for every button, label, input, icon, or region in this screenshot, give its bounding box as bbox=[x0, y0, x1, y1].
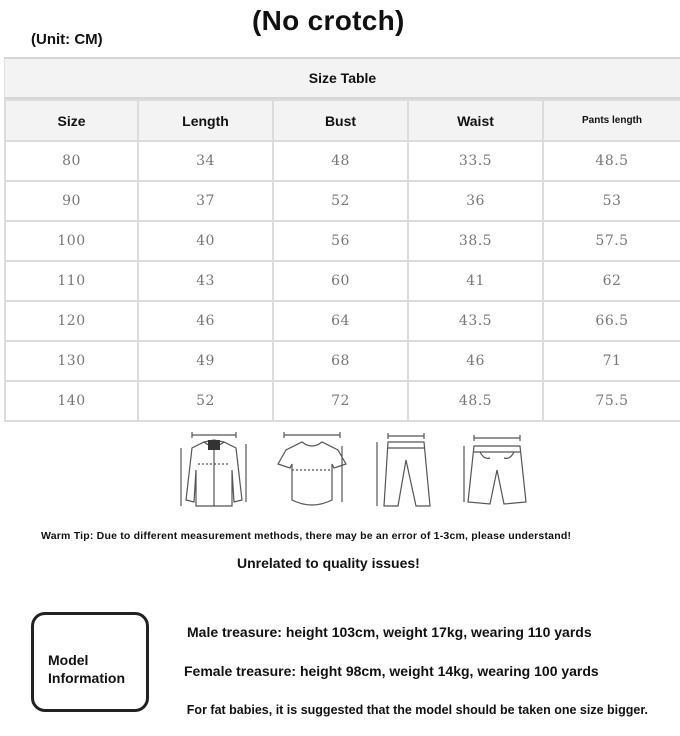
table-cell: 68 bbox=[273, 341, 408, 381]
table-cell: 140 bbox=[5, 381, 138, 421]
table-cell: 56 bbox=[273, 221, 408, 261]
table-cell: 43.5 bbox=[408, 301, 543, 341]
column-header: Size bbox=[5, 100, 138, 141]
page-title: (No crotch) bbox=[252, 5, 405, 36]
size-table-grid bbox=[4, 99, 680, 422]
table-cell: 66.5 bbox=[543, 301, 680, 341]
table-cell: 34 bbox=[138, 141, 273, 181]
table-cell: 110 bbox=[5, 261, 138, 301]
table-cell: 36 bbox=[408, 181, 543, 221]
warm-tip: Warm Tip: Due to different measurement methods, there may be an error of 1-3cm, please understand! bbox=[41, 530, 572, 542]
table-cell: 57.5 bbox=[543, 221, 680, 261]
table-row bbox=[5, 181, 680, 221]
table-cell: 48.5 bbox=[543, 141, 680, 181]
table-cell: 120 bbox=[5, 301, 138, 341]
table-row bbox=[5, 301, 680, 341]
table-cell: 43 bbox=[138, 261, 273, 301]
table-cell: 40 bbox=[138, 221, 273, 261]
table-row bbox=[5, 341, 680, 381]
unit-label: (Unit: CM) bbox=[31, 31, 103, 48]
table-cell: 48.5 bbox=[408, 381, 543, 421]
long-pants-measure-icon bbox=[372, 430, 442, 512]
jacket-measure-icon bbox=[178, 430, 250, 512]
male-model-info: Male treasure: height 103cm, weight 17kg, wearing 110 yards bbox=[187, 624, 592, 640]
measurement-diagrams bbox=[0, 428, 680, 518]
size-table-caption: Size Table bbox=[4, 59, 680, 99]
column-header: Pants length bbox=[543, 100, 680, 141]
table-cell: 46 bbox=[138, 301, 273, 341]
size-table bbox=[4, 57, 680, 422]
table-cell: 130 bbox=[5, 341, 138, 381]
table-row bbox=[5, 381, 680, 421]
model-label-line2: Information bbox=[48, 670, 125, 686]
table-header-row bbox=[5, 100, 680, 141]
table-cell: 38.5 bbox=[408, 221, 543, 261]
table-cell: 33.5 bbox=[408, 141, 543, 181]
table-cell: 46 bbox=[408, 341, 543, 381]
column-header: Bust bbox=[273, 100, 408, 141]
table-cell: 62 bbox=[543, 261, 680, 301]
column-header: Waist bbox=[408, 100, 543, 141]
model-info-label bbox=[48, 651, 125, 687]
shorts-measure-icon bbox=[458, 430, 532, 512]
table-cell: 80 bbox=[5, 141, 138, 181]
quality-note: Unrelated to quality issues! bbox=[237, 555, 420, 571]
table-cell: 100 bbox=[5, 221, 138, 261]
model-info-box bbox=[31, 612, 149, 712]
size-advice: For fat babies, it is suggested that the model should be taken one size bigger. bbox=[186, 703, 648, 717]
table-cell: 90 bbox=[5, 181, 138, 221]
female-model-info: Female treasure: height 98cm, weight 14kg, wearing 100 yards bbox=[184, 663, 599, 679]
tshirt-measure-icon bbox=[272, 430, 352, 512]
table-cell: 37 bbox=[138, 181, 273, 221]
table-cell: 41 bbox=[408, 261, 543, 301]
table-cell: 52 bbox=[138, 381, 273, 421]
table-cell: 52 bbox=[273, 181, 408, 221]
model-label-line1: Model bbox=[48, 652, 89, 668]
column-header: Length bbox=[138, 100, 273, 141]
table-cell: 75.5 bbox=[543, 381, 680, 421]
table-cell: 53 bbox=[543, 181, 680, 221]
table-cell: 64 bbox=[273, 301, 408, 341]
table-row bbox=[5, 221, 680, 261]
table-cell: 60 bbox=[273, 261, 408, 301]
table-cell: 48 bbox=[273, 141, 408, 181]
table-cell: 71 bbox=[543, 341, 680, 381]
table-row bbox=[5, 261, 680, 301]
table-cell: 49 bbox=[138, 341, 273, 381]
table-cell: 72 bbox=[273, 381, 408, 421]
table-row bbox=[5, 141, 680, 181]
